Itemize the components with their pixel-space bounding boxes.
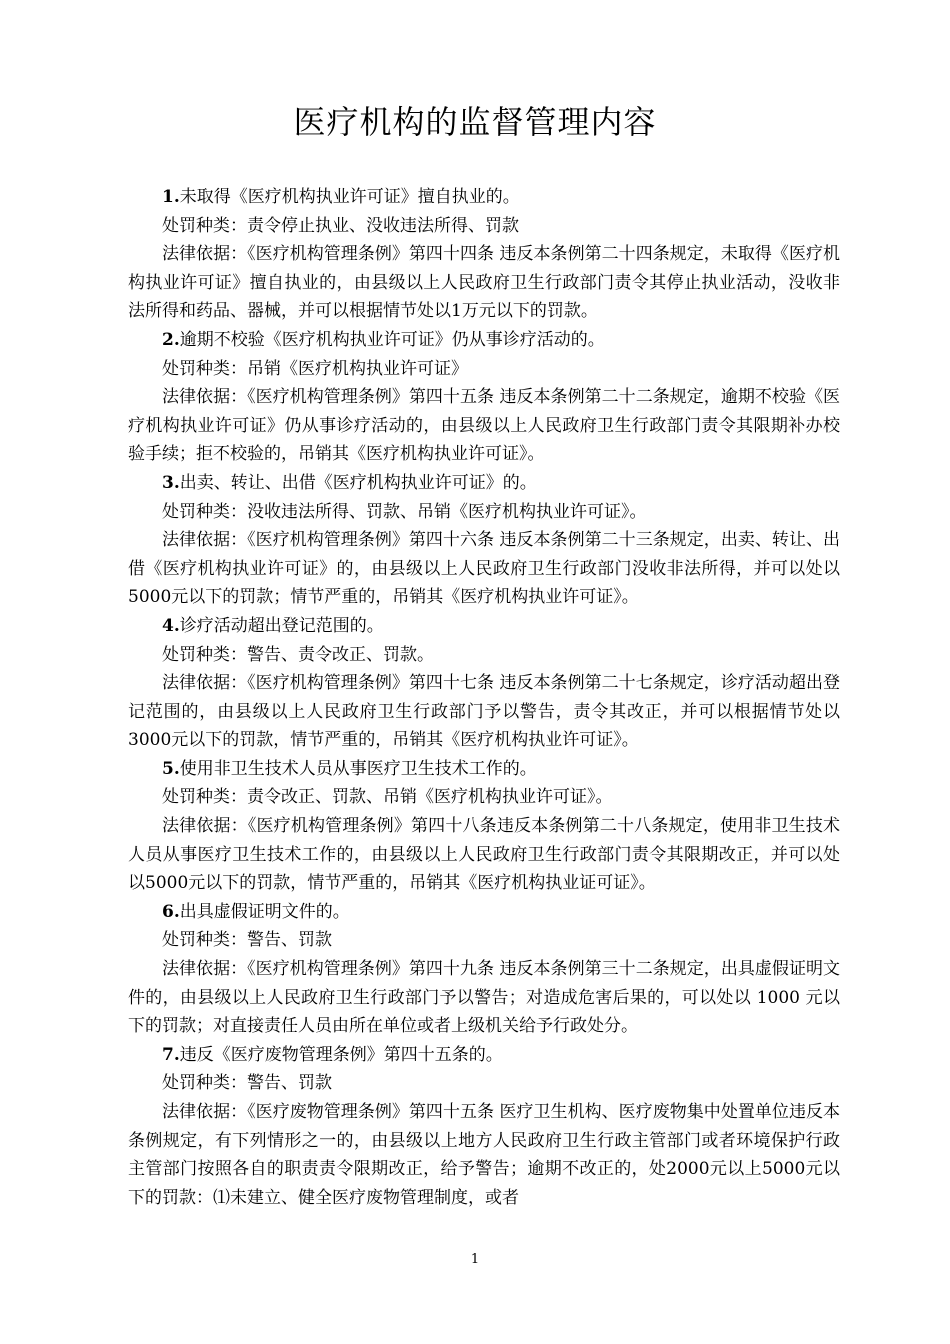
item-heading-text: 未取得《医疗机构执业许可证》擅自执业的。: [179, 187, 520, 207]
item-heading-text: 违反《医疗废物管理条例》第四十五条的。: [179, 1044, 503, 1065]
penalty-type: 处罚种类：责令改正、罚款、吊销《医疗机构执业许可证》。: [162, 787, 613, 808]
item-number: 5.: [162, 758, 180, 779]
item-heading: [128, 1041, 840, 1070]
legal-basis: 法律依据：《医疗机构管理条例》第四十七条 违反本条例第二十七条规定，诊疗活动超出登记范围的，由县级以上人民政府卫生行政部门予以警告，责令其改正，并可以根据情节处以3000元以下的罚款，情节严重的，吊销其《医疗机构执业许可证》。: [128, 673, 840, 751]
legal-basis: 法律依据：《医疗机构管理条例》第四十四条 违反本条例第二十四条规定，未取得《医疗机构执业许可证》擅自执业的，由县级以上人民政府卫生行政部门责令其停止执业活动，没收非法所得和药品、器械，并可以根据情节处以1万元以下的罚款。: [128, 244, 840, 322]
penalty-type: 处罚种类：责令停止执业、没收违法所得、罚款: [162, 215, 519, 236]
page-title: 医疗机构的监督管理内容: [293, 103, 657, 141]
item-heading-text: 诊疗活动超出登记范围的。: [179, 615, 384, 636]
penalty-type: 处罚种类：警告、责令改正、罚款。: [162, 644, 434, 665]
item-number: 1.: [162, 187, 180, 207]
item-heading: [128, 898, 840, 927]
penalty-type: 处罚种类：警告、罚款: [162, 1073, 332, 1094]
item-heading-text: 出卖、转让、出借《医疗机构执业许可证》的。: [179, 472, 537, 493]
item-heading: [128, 326, 840, 355]
item-number: 4.: [162, 615, 180, 636]
item-number: 2.: [162, 329, 180, 350]
item-number: 6.: [162, 901, 180, 922]
legal-basis: 法律依据：《医疗机构管理条例》第四十九条 违反本条例第三十二条规定，出具虚假证明文件的，由县级以上人民政府卫生行政部门予以警告；对造成危害后果的，可以处以 1000 元以下的罚款；对直接责任人员由所在单位或者上级机关给予行政处分。: [128, 959, 840, 1037]
item-heading-text: 逾期不校验《医疗机构执业许可证》仍从事诊疗活动的。: [179, 329, 605, 350]
legal-basis: 法律依据：《医疗机构管理条例》第四十五条 违反本条例第二十二条规定，逾期不校验《医疗机构执业许可证》仍从事诊疗活动的，由县级以上人民政府卫生行政部门责令其限期补办校验手续；拒不校验的，吊销其《医疗机构执业许可证》。: [128, 387, 840, 465]
item-heading: [128, 612, 840, 641]
item-number: 7.: [162, 1044, 180, 1065]
item-heading-text: 出具虚假证明文件的。: [179, 901, 350, 922]
legal-basis: 法律依据：《医疗机构管理条例》第四十六条 违反本条例第二十三条规定，出卖、转让、出借《医疗机构执业许可证》的，由县级以上人民政府卫生行政部门没收非法所得，并可以处以5000元以下的罚款；情节严重的，吊销其《医疗机构执业许可证》。: [128, 530, 840, 608]
item-heading-text: 使用非卫生技术人员从事医疗卫生技术工作的。: [179, 758, 537, 779]
document-body: [128, 183, 840, 1212]
penalty-type: 处罚种类：吊销《医疗机构执业许可证》: [162, 358, 468, 379]
item-heading: [128, 469, 840, 498]
item-number: 3.: [162, 472, 180, 493]
page-number: 1: [470, 1252, 480, 1267]
legal-basis: 法律依据：《医疗废物管理条例》第四十五条 医疗卫生机构、医疗废物集中处置单位违反本条例规定，有下列情形之一的，由县级以上地方人民政府卫生行政主管部门或者环境保护行政主管部门按照各自的职责责令限期改正，给予警告；逾期不改正的，处2000元以上5000元以下的罚款：⑴未建立、健全医疗废物管理制度，或者: [128, 1102, 840, 1208]
penalty-type: 处罚种类：没收违法所得、罚款、吊销《医疗机构执业许可证》。: [162, 501, 647, 522]
item-heading: [128, 183, 840, 212]
penalty-type: 处罚种类：警告、罚款: [162, 930, 332, 951]
item-heading: [128, 755, 840, 784]
legal-basis: 法律依据：《医疗机构管理条例》第四十八条违反本条例第二十八条规定，使用非卫生技术人员从事医疗卫生技术工作的，由县级以上人民政府卫生行政部门责令其限期改正，并可以处以5000元以下的罚款，情节严重的，吊销其《医疗机构执业证可证》。: [128, 816, 840, 894]
